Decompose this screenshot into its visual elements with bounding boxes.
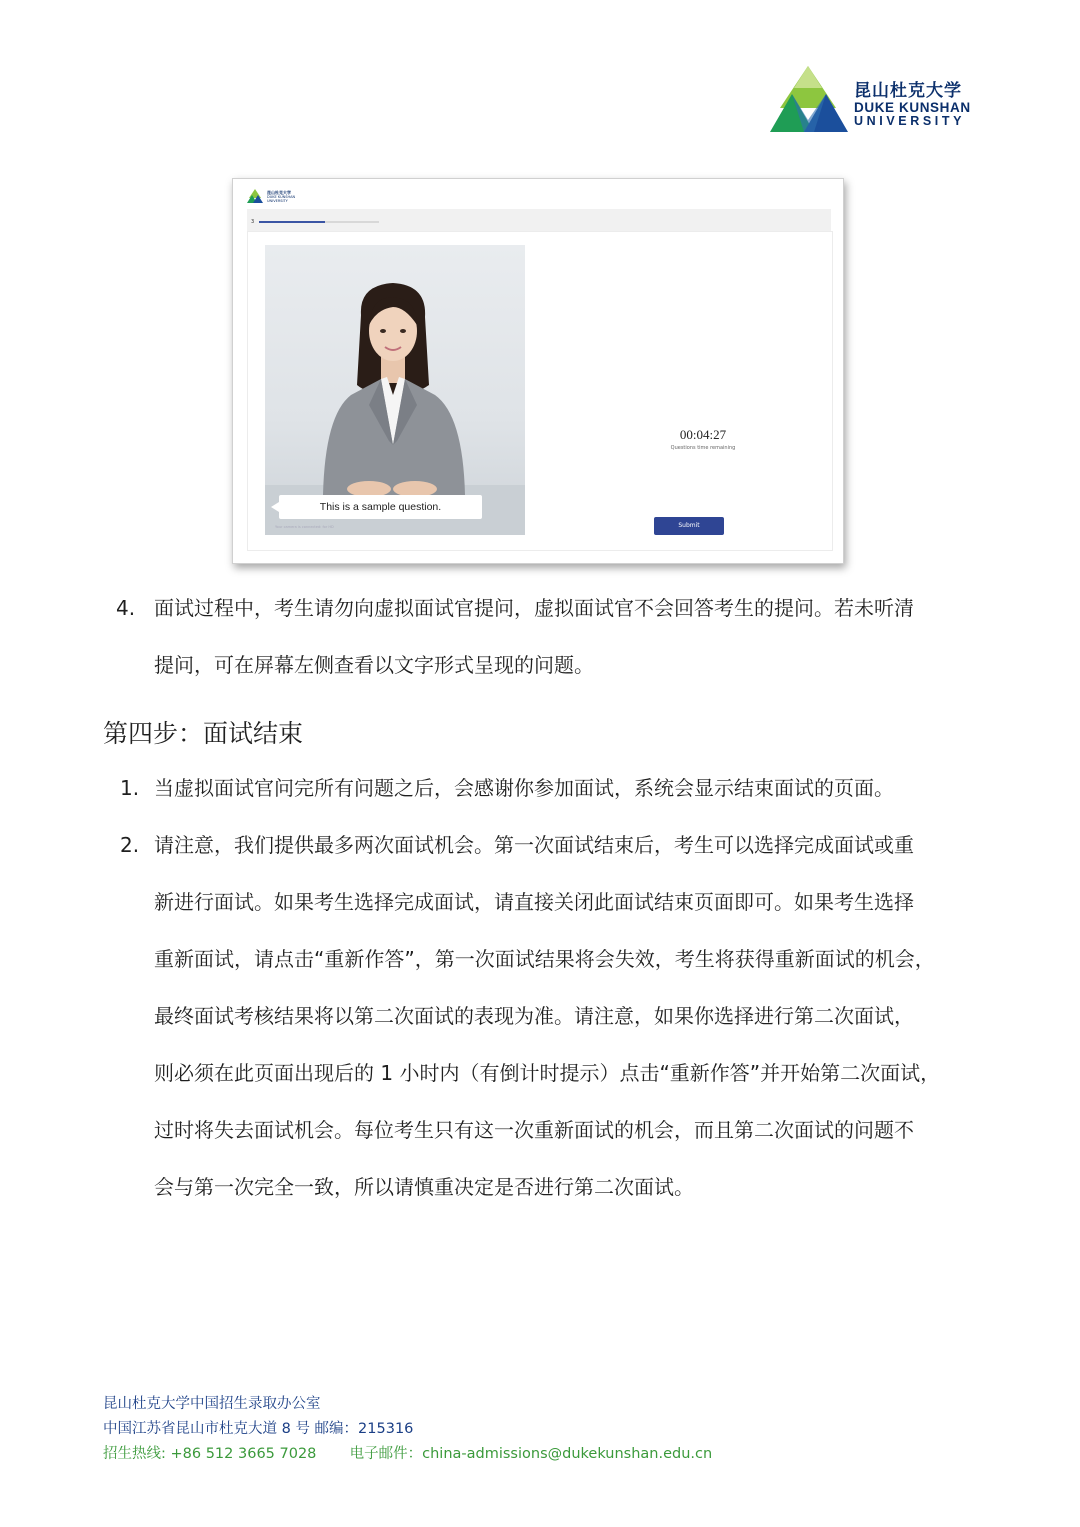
mini-logo-icon xyxy=(247,189,263,203)
countdown-timer: 00:04:27 xyxy=(679,427,727,442)
logo-chinese-name: 昆山杜克大学 xyxy=(854,81,962,101)
item2-line-5: 则必须在此页面出现后的 1 小时内（有倒计时提示）点击“重新作答”并开始第二次面试， xyxy=(154,1061,941,1085)
footer-office: 昆山杜克大学中国招生录取办公室 xyxy=(103,1396,321,1412)
item2-line-1: 请注意，我们提供最多两次面试机会。第一次面试结束后，考生可以选择完成面试或重 xyxy=(154,833,914,857)
countdown-label: Questions time remaining xyxy=(670,445,736,451)
step4-number: 4. xyxy=(116,596,136,620)
interview-screenshot xyxy=(232,178,844,564)
footer-email-link[interactable]: china-admissions@dukekunshan.edu.cn xyxy=(422,1446,713,1462)
item2-line-3: 重新面试，请点击“重新作答”，第一次面试结果将会失效，考生将获得重新面试的机会， xyxy=(154,947,935,971)
step4-line-2: 提问，可在屏幕左侧查看以文字形式呈现的问题。 xyxy=(154,653,594,677)
mini-logo-en2: UNIVERSITY xyxy=(267,199,288,203)
item2-number: 2. xyxy=(120,833,140,857)
dku-logo xyxy=(768,62,978,132)
logo-english-name-line2: UNIVERSITY xyxy=(854,114,966,128)
item2-line-7: 会与第一次完全一致，所以请慎重决定是否进行第二次面试。 xyxy=(154,1175,694,1199)
item2-line-4: 最终面试考核结果将以第二次面试的表现为准。请注意，如果你选择进行第二次面试， xyxy=(154,1004,914,1028)
item2-line-6: 过时将失去面试机会。每位考生只有这一次重新面试的机会，而且第二次面试的问题不 xyxy=(154,1118,914,1142)
mini-header xyxy=(233,179,843,209)
video-footnote: Your camera is connected: for HD xyxy=(275,525,334,529)
caption-tail xyxy=(271,502,279,512)
question-caption: This is a sample question. xyxy=(279,495,482,519)
dku-mountain-logo-icon xyxy=(768,64,850,132)
footer-address: 中国江苏省昆山市杜克大道 8 号 邮编：215316 xyxy=(103,1421,414,1437)
item1-number: 1. xyxy=(120,776,140,800)
mini-logo-en1: DUKE KUNSHAN xyxy=(267,195,296,199)
step4-line-1: 面试过程中，考生请勿向虚拟面试官提问，虚拟面试官不会回答考生的提问。若未听清 xyxy=(154,596,914,620)
footer-contact xyxy=(103,1442,712,1463)
progress-area xyxy=(247,209,831,231)
submit-button[interactable]: Submit xyxy=(654,517,724,535)
progress-bar-fill xyxy=(259,221,325,223)
mini-logo-cn: 昆山杜克大学 xyxy=(267,190,291,195)
virtual-interviewer-avatar-icon xyxy=(265,245,525,535)
footer-email-label: 电子邮件： xyxy=(349,1446,423,1462)
interviewer-video xyxy=(265,245,525,535)
step-indicator: 3 xyxy=(251,219,255,225)
item1-line-1: 当虚拟面试官问完所有问题之后，会感谢你参加面试，系统会显示结束面试的页面。 xyxy=(154,776,894,800)
footer-hotline-label: 招生热线: xyxy=(103,1446,166,1462)
logo-english-name-line1: DUKE KUNSHAN xyxy=(854,100,971,115)
progress-bar xyxy=(259,221,379,223)
section-heading: 第四步：面试结束 xyxy=(103,719,304,748)
footer-hotline-value: +86 512 3665 7028 xyxy=(165,1446,317,1462)
item2-line-2: 新进行面试。如果考生选择完成面试，请直接关闭此面试结束页面即可。如果考生选择 xyxy=(154,890,914,914)
